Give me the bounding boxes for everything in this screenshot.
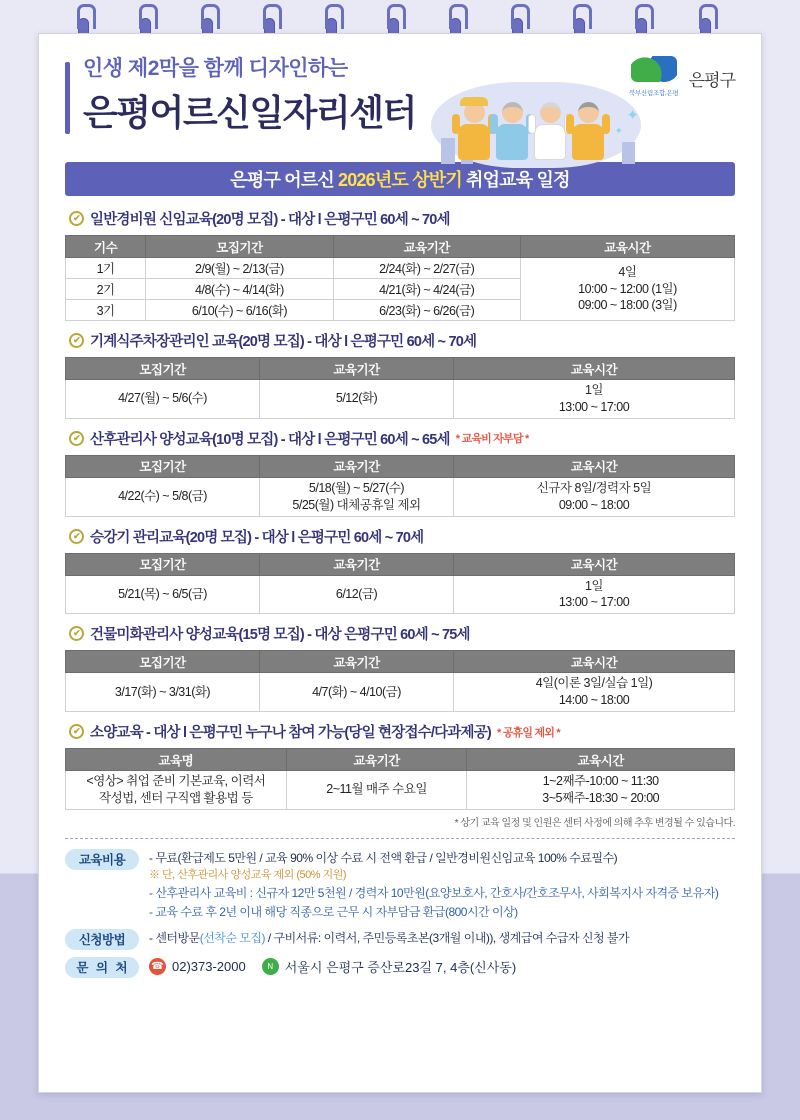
logo-symbol-text: 북부산림조합,은평 — [629, 90, 679, 97]
sparkle-icon: ✦ — [626, 107, 639, 124]
section-elevator-management — [65, 526, 735, 615]
section-title — [65, 428, 735, 449]
col-period: 교육기간 — [260, 553, 454, 575]
poster-header — [39, 34, 761, 162]
title-accent-bar — [65, 62, 70, 134]
schedule-table — [65, 357, 735, 419]
schedule-table — [65, 748, 735, 810]
schedule-content — [39, 196, 761, 829]
cell-period: 2/24(화) ~ 2/27(금) — [333, 258, 520, 279]
cell-period: 6/12(금) — [260, 575, 454, 614]
apply-line — [149, 929, 629, 948]
table-header-row — [66, 651, 735, 673]
table-header-row — [66, 236, 735, 258]
section-title-text: 소양교육 - 대상 l 은평구민 누구나 참여 가능(당일 현장접수/다과제공) — [90, 725, 491, 741]
poster-title: 은평어르신일자리센터 — [83, 92, 416, 133]
cost-lines — [149, 849, 718, 922]
logo-area — [627, 56, 735, 100]
cell-period: 4/7(화) ~ 4/10(금) — [260, 673, 454, 712]
section-title — [65, 330, 735, 351]
col-recruit: 모집기간 — [66, 651, 260, 673]
col-time: 교육시간 — [454, 358, 735, 380]
schedule-table — [65, 553, 735, 615]
section-title-text: 기계식주차장관리인 교육(20명 모집) - 대상 l 은평구민 60세 ~ 70세 — [90, 334, 477, 350]
sparkle-icon: ✦ — [614, 126, 623, 137]
section-title-text: 일반경비원 신임교육(20명 모집) - 대상 l 은평구민 60세 ~ 70세 — [90, 212, 450, 228]
col-course-name: 교육명 — [66, 749, 287, 771]
cell-recruit: 4/22(수) ~ 5/8(금) — [66, 477, 260, 516]
section-title-text: 건물미화관리사 양성교육(15명 모집) - 대상 은평구민 60세 ~ 75세 — [90, 627, 470, 644]
cost-line: - 무료(환급제도 5만원 / 교육 90% 이상 수료 시 전액 환급 / 일반경비원신임교육 100% 수료필수) — [149, 850, 618, 865]
apply-lines — [149, 929, 629, 948]
section-postpartum-care — [65, 428, 735, 517]
table-row — [66, 673, 735, 712]
section-title — [65, 623, 735, 644]
col-period: 교육기간 — [260, 358, 454, 380]
cell-time: 1일 13:00 ~ 17:00 — [454, 575, 735, 614]
contact-details — [149, 957, 516, 976]
col-time: 교육시간 — [454, 651, 735, 673]
cell-period: 5/12(화) — [260, 380, 454, 419]
band-prefix: 은평구 어르신 — [230, 170, 334, 190]
band-suffix: 취업교육 일정 — [465, 170, 570, 190]
forest-union-logo — [627, 56, 681, 100]
tag-cost: 교육비용 — [65, 849, 139, 870]
cell-class: 2기 — [66, 279, 146, 300]
cell-recruit: 4/8(수) ~ 4/14(화) — [146, 279, 333, 300]
col-period: 교육기간 — [260, 455, 454, 477]
building-shape — [622, 142, 635, 164]
table-header-row — [66, 455, 735, 477]
phone-icon: ☎ — [149, 958, 166, 975]
schedule-table — [65, 455, 735, 517]
cell-recruit: 2/9(월) ~ 2/13(금) — [146, 258, 333, 279]
apply-line-part2: / 구비서류: 이력서, 주민등록초본(3개월 이내)), 생계급여 수급자 신청 불가 — [265, 930, 630, 945]
poster-sheet — [38, 33, 762, 1093]
tag-contact: 문 의 처 — [65, 957, 139, 978]
col-period: 교육기간 — [286, 749, 467, 771]
poster-subtitle: 인생 제2막을 함께 디자인하는 — [83, 57, 348, 80]
col-period: 교육기간 — [260, 651, 454, 673]
cost-line: - 교육 수료 후 2년 이내 해당 직종으로 근무 시 자부담금 환급(800시간 이상) — [149, 904, 518, 919]
schedule-footnote: * 상기 교육 일정 및 인원은 센터 사정에 의해 추후 변경될 수 있습니다. — [454, 817, 735, 829]
section-basic-education — [65, 721, 735, 829]
col-recruit: 모집기간 — [146, 236, 333, 258]
table-header-row — [66, 553, 735, 575]
map-pin-icon: N — [262, 958, 279, 975]
building-shape — [441, 138, 455, 164]
district-logo-name: 은평구 — [688, 70, 735, 90]
contact-address: 서울시 은평구 증산로23길 7, 4층(신사동) — [284, 959, 517, 975]
logo-symbol-icon — [631, 56, 677, 82]
check-icon: ✔ — [69, 333, 84, 348]
schedule-band — [65, 162, 735, 196]
cell-recruit: 4/27(월) ~ 5/6(수) — [66, 380, 260, 419]
col-recruit: 모집기간 — [66, 358, 260, 380]
cell-recruit: 6/10(수) ~ 6/16(화) — [146, 300, 333, 321]
info-row-contact — [65, 957, 735, 978]
tag-apply: 신청방법 — [65, 929, 139, 950]
table-row — [66, 258, 735, 279]
cell-time: 1~2째주-10:00 ~ 11:30 3~5째주-18:30 ~ 20:00 — [467, 771, 735, 810]
info-row-cost — [65, 849, 735, 922]
cell-period: 5/18(월) ~ 5/27(수) 5/25(월) 대체공휴일 제외 — [260, 477, 454, 516]
section-title — [65, 526, 735, 547]
col-time: 교육시간 — [454, 553, 735, 575]
schedule-table — [65, 235, 735, 321]
cost-line: - 산후관리사 교육비 : 신규자 12만 5천원 / 경력자 10만원(요양보호사, 간호사/간호조무사, 사회복지사 자격증 보유자) — [149, 886, 719, 901]
cost-line-note: ※ 단, 산후관리사 양성교육 제외 (50% 지원) — [149, 869, 346, 882]
section-note: * 공휴일 제외 * — [496, 726, 560, 739]
apply-line-part1: - 센터방문 — [149, 930, 200, 945]
table-row — [66, 771, 735, 810]
table-row — [66, 380, 735, 419]
section-general-security — [65, 208, 735, 321]
check-icon: ✔ — [69, 724, 84, 739]
apply-line-highlight: (선착순 모집) — [199, 930, 265, 945]
cell-class: 1기 — [66, 258, 146, 279]
cell-recruit: 5/21(목) ~ 6/5(금) — [66, 575, 260, 614]
col-time: 교육시간 — [454, 455, 735, 477]
table-row — [66, 477, 735, 516]
section-title-text: 승강기 관리교육(20명 모집) - 대상 l 은평구민 60세 ~ 70세 — [90, 529, 424, 546]
section-title — [65, 208, 735, 229]
cell-time-merged: 4일 10:00 ~ 12:00 (1일) 09:00 ~ 18:00 (3일) — [520, 258, 734, 321]
section-title-text: 산후관리사 양성교육(10명 모집) - 대상 l 은평구민 60세 ~ 65세 — [90, 431, 450, 448]
section-title — [65, 721, 735, 742]
band-highlight: 2026년도 상반기 — [338, 170, 462, 190]
col-period: 교육기간 — [333, 236, 520, 258]
cell-class: 3기 — [66, 300, 146, 321]
col-time: 교육시간 — [467, 749, 735, 771]
info-block — [65, 838, 735, 978]
check-icon: ✔ — [69, 211, 84, 226]
section-note: * 교육비 자부담 * — [455, 433, 529, 446]
check-icon: ✔ — [69, 431, 84, 446]
table-header-row — [66, 749, 735, 771]
col-class: 기수 — [66, 236, 146, 258]
check-icon: ✔ — [69, 529, 84, 544]
col-recruit: 모집기간 — [66, 455, 260, 477]
col-time: 교육시간 — [520, 236, 734, 258]
contact-phone[interactable]: 02)373-2000 — [172, 958, 246, 974]
schedule-table — [65, 650, 735, 712]
cell-period: 4/21(화) ~ 4/24(금) — [333, 279, 520, 300]
section-building-cleaning — [65, 623, 735, 712]
cell-time: 1일 13:00 ~ 17:00 — [454, 380, 735, 419]
cell-course-name: <영상> 취업 준비 기본교육, 이력서 작성법, 센터 구직앱 활용법 등 — [66, 771, 287, 810]
col-recruit: 모집기간 — [66, 553, 260, 575]
cell-period: 6/23(화) ~ 6/26(금) — [333, 300, 520, 321]
cell-period: 2~11월 매주 수요일 — [286, 771, 467, 810]
cell-time: 신규자 8일/경력자 5일 09:00 ~ 18:00 — [454, 477, 735, 516]
table-header-row — [66, 358, 735, 380]
check-icon: ✔ — [69, 626, 84, 641]
info-row-apply — [65, 929, 735, 950]
section-parking-manager — [65, 330, 735, 419]
table-row — [66, 575, 735, 614]
cell-recruit: 3/17(화) ~ 3/31(화) — [66, 673, 260, 712]
cell-time: 4일(이론 3일/실습 1일) 14:00 ~ 18:00 — [454, 673, 735, 712]
